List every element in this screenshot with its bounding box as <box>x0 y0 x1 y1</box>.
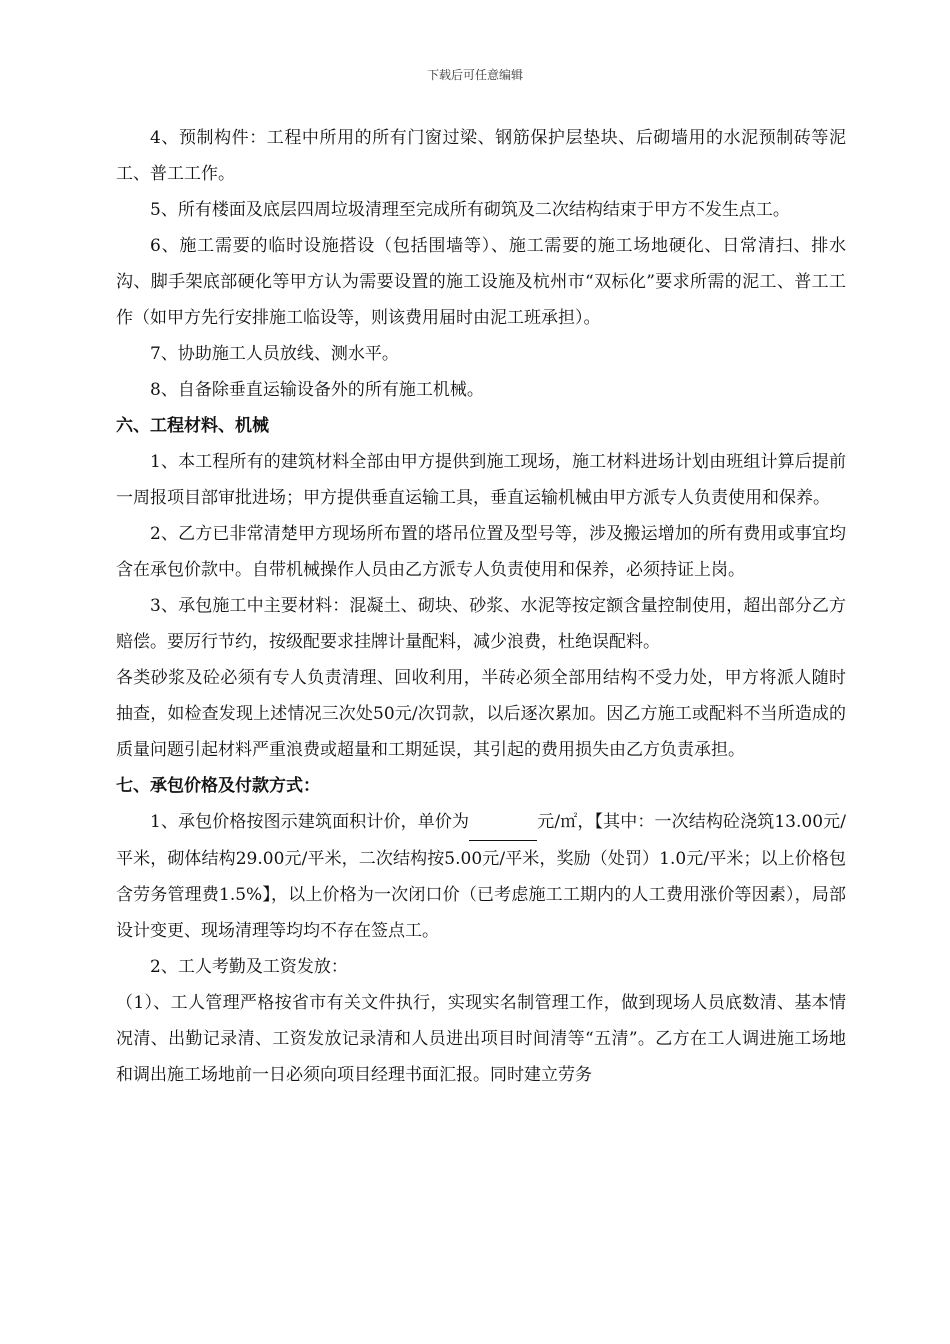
price-item-2-1: （1）、工人管理严格按省市有关文件执行，实现实名制管理工作，做到现场人员底数清、基本情况清、出勤记录清、工资发放记录清和人员进出项目时间清等“五清”。乙方在工人调进施工场地和调出施工场地前一日必须向项目经理书面汇报。同时建立劳务 <box>116 993 846 1085</box>
price-item-2: 2、工人考勤及工资发放： <box>150 957 348 977</box>
price-text-after: 元/㎡，【其中：一次结构砼浇筑13.00元/平米，砌体结构29.00元/平米，二次结构按5.00元/平米，奖励（处罚）1.0元/平米；以上价格包含劳务管理费1.5%】，以上价格为一次闭口价（已考虑施工工期内的人工费用涨价等因素），局部设计变更、现场清理等均均不存在签点工。 <box>116 812 846 941</box>
price-item-1 <box>116 804 846 949</box>
price-text-before: 1、承包价格按图示建筑面积计价，单价为 <box>150 812 470 832</box>
document-body <box>116 120 846 1093</box>
paragraph-item-5: 5、所有楼面及底层四周垃圾清理至完成所有砌筑及二次结构结束于甲方不发生点工。 <box>150 200 790 220</box>
materials-item-2: 2、乙方已非常清楚甲方现场所布置的塔吊位置及型号等，涉及搬运增加的所有费用或事宜均含在承包价款中。自带机械操作人员由乙方派专人负责使用和保养，必须持证上岗。 <box>116 524 846 580</box>
paragraph-item-8: 8、自备除垂直运输设备外的所有施工机械。 <box>150 380 484 400</box>
paragraph-item-4: 4、预制构件：工程中所用的所有门窗过梁、钢筋保护层垫块、后砌墙用的水泥预制砖等泥工、普工工作。 <box>116 128 846 184</box>
materials-continuation: 各类砂浆及砼必须有专人负责清理、回收利用，半砖必须全部用结构不受力处，甲方将派人随时抽查，如检查发现上述情况三次处50元/次罚款，以后逐次累加。因乙方施工或配料不当所造成的质量问题引起材料严重浪费或超量和工期延误，其引起的费用损失由乙方负责承担。 <box>116 668 846 760</box>
materials-item-1: 1、本工程所有的建筑材料全部由甲方提供到施工现场，施工材料进场计划由班组计算后提前一周报项目部审批进场；甲方提供垂直运输工具，垂直运输机械由甲方派专人负责使用和保养。 <box>116 452 846 508</box>
page-header: 下载后可任意编辑 <box>426 68 523 82</box>
materials-item-3: 3、承包施工中主要材料：混凝土、砌块、砂浆、水泥等按定额含量控制使用，超出部分乙方赔偿。要厉行节约，按级配要求挂牌计量配料，减少浪费，杜绝误配料。 <box>116 596 846 652</box>
section-heading-price: 七、承包价格及付款方式： <box>116 776 320 796</box>
price-blank <box>469 804 537 841</box>
paragraph-item-7: 7、协助施工人员放线、测水平。 <box>150 344 399 364</box>
section-heading-materials: 六、工程材料、机械 <box>116 416 269 436</box>
paragraph-item-6: 6、施工需要的临时设施搭设（包括围墙等）、施工需要的施工场地硬化、日常清扫、排水沟、脚手架底部硬化等甲方认为需要设置的施工设施及杭州市“双标化”要求所需的泥工、普工工作（如甲方先行安排施工临设等，则该费用届时由泥工班承担）。 <box>116 236 846 328</box>
